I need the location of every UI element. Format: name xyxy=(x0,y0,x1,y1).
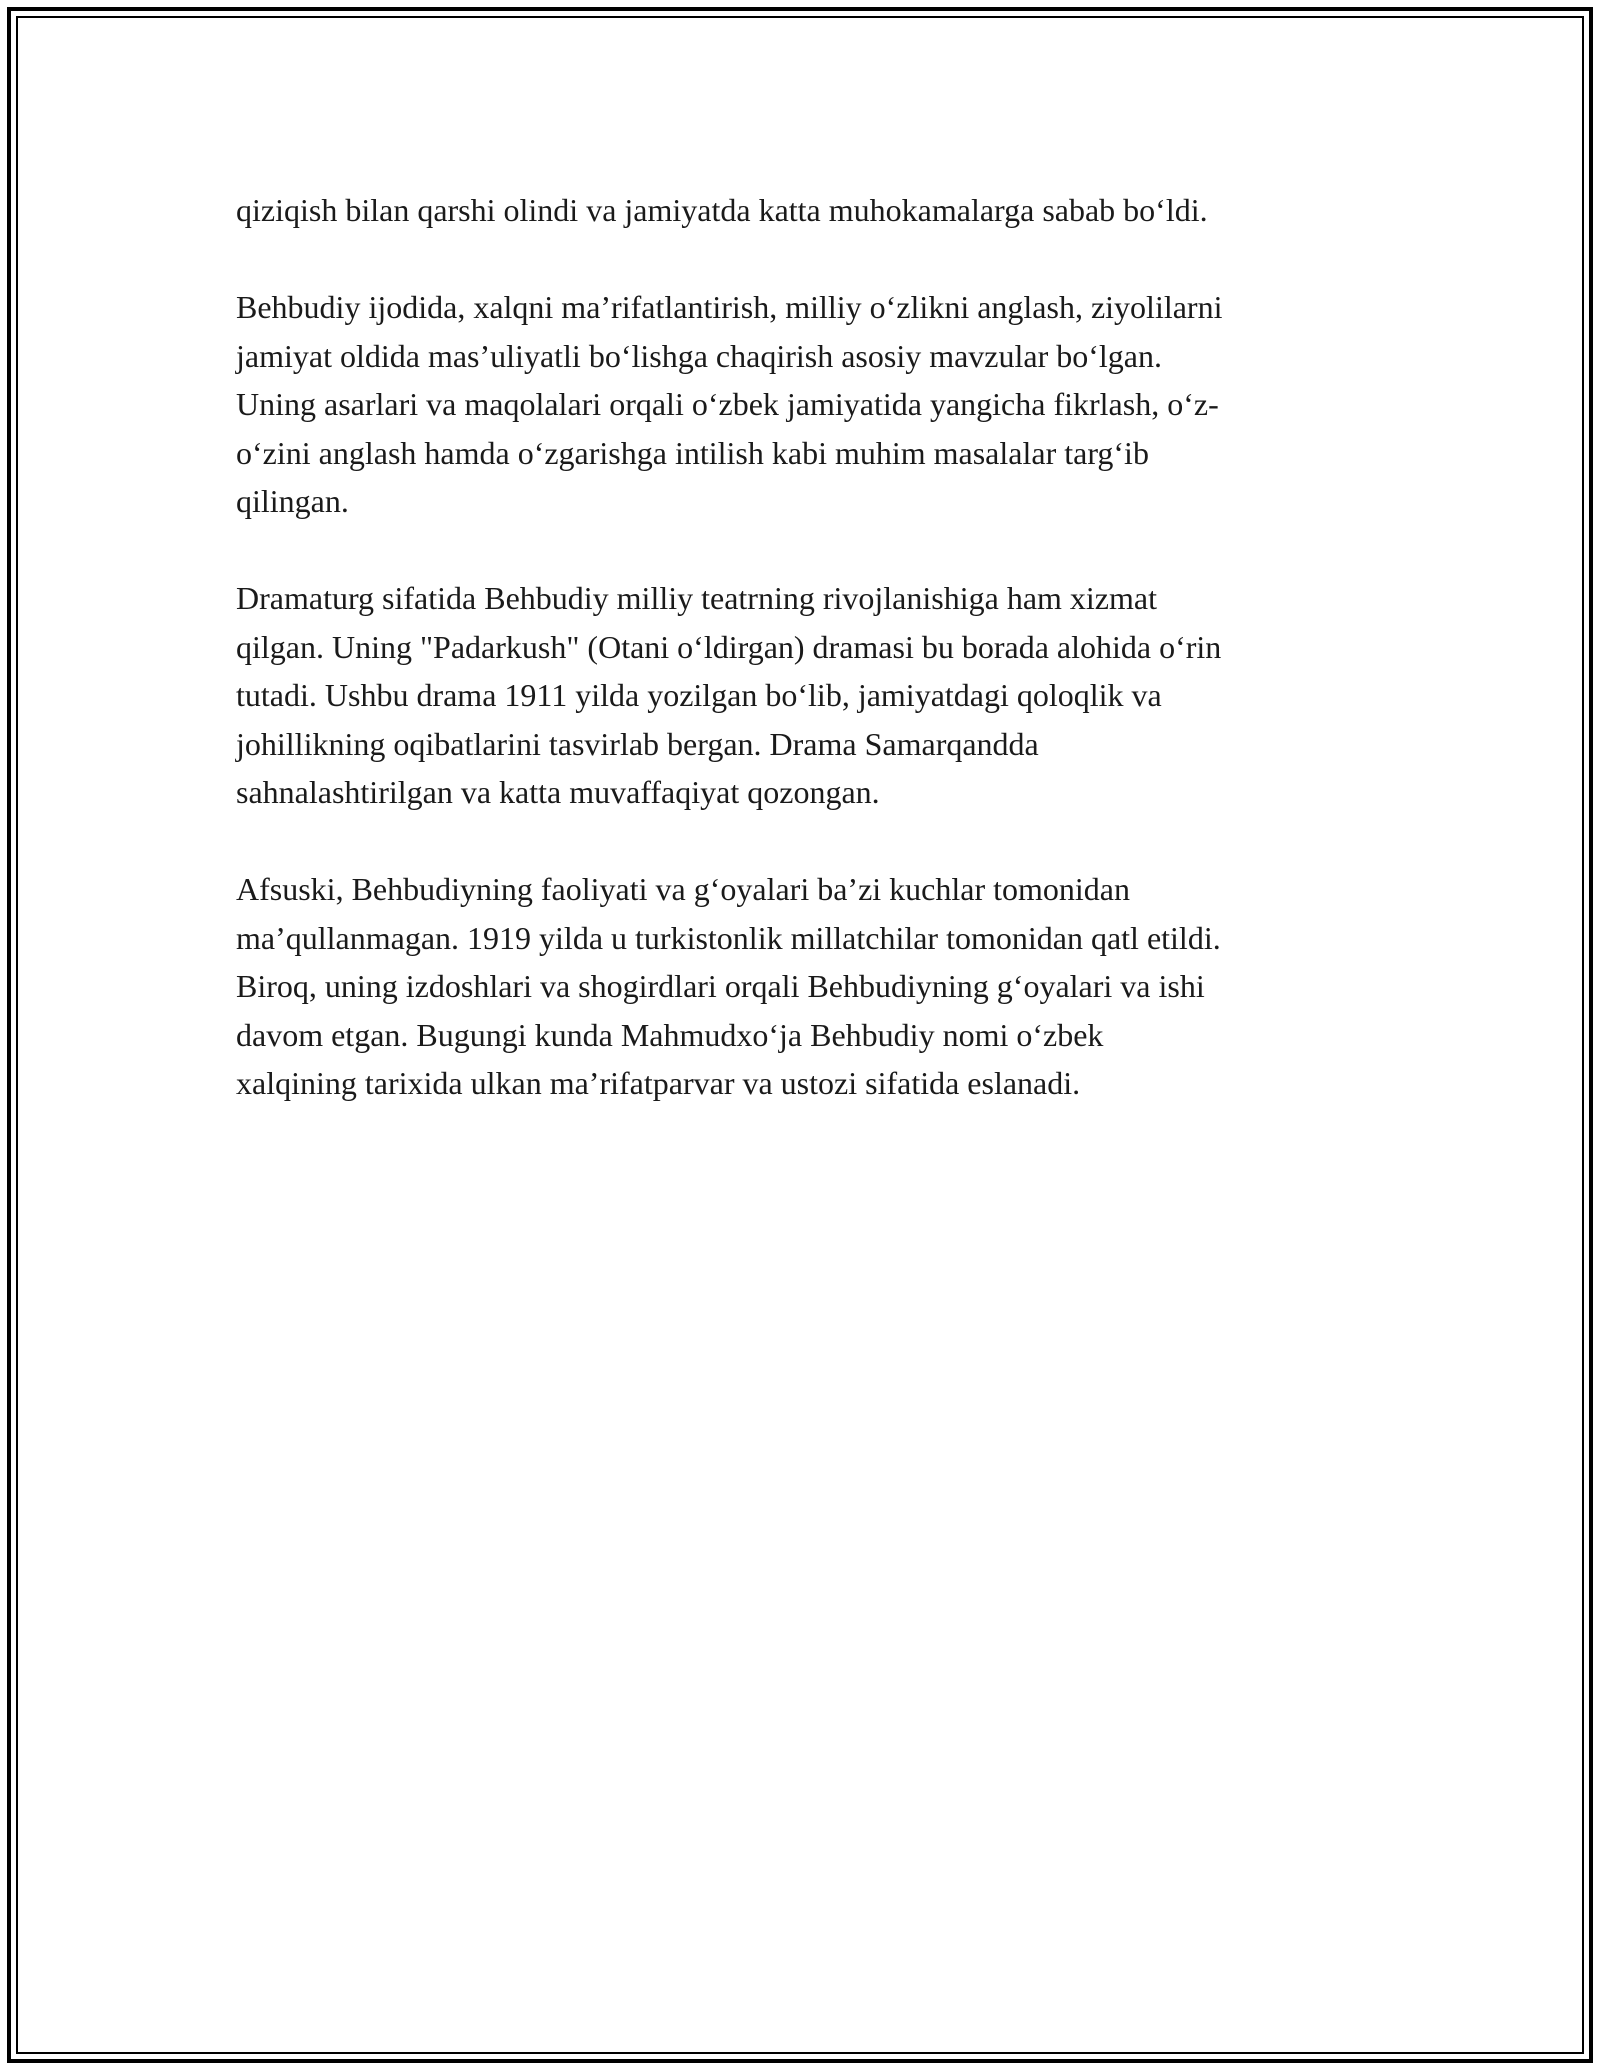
text-line: Afsuski, Behbudiyning faoliyati va g‘oyalari ba’zi kuchlar tomonidan xyxy=(236,871,1130,907)
paragraph-4 xyxy=(236,865,1366,1108)
paragraph-1 xyxy=(236,186,1366,235)
text-line: Uning asarlari va maqolalari orqali o‘zbek jamiyatida yangicha fikrlash, o‘z- xyxy=(236,386,1219,422)
text-line: qilgan. Uning "Padarkush" (Otani o‘ldirgan) dramasi bu borada alohida o‘rin xyxy=(236,628,1222,665)
paragraph-2 xyxy=(236,283,1366,526)
text-line: qilingan. xyxy=(236,483,349,519)
text-line: qiziqish bilan qarshi olindi va jamiyatda katta muhokamalarga sabab bo‘ldi. xyxy=(236,192,1208,228)
text-line: davom etgan. Bugungi kunda Mahmudxo‘ja Behbudiy nomi o‘zbek xyxy=(236,1016,1104,1053)
text-line: o‘zini anglash hamda o‘zgarishga intilish kabi muhim masalalar targ‘ib xyxy=(236,434,1149,471)
document-body xyxy=(236,186,1366,1108)
text-line: johillikning oqibatlarini tasvirlab bergan. Drama Samarqandda xyxy=(236,725,1039,762)
text-line: xalqining tarixida ulkan ma’rifatparvar va ustozi sifatida eslanadi. xyxy=(236,1065,1081,1101)
text-line: Biroq, uning izdoshlari va shogirdlari orqali Behbudiyning g‘oyalari va ishi xyxy=(236,968,1205,1004)
text-line: jamiyat oldida mas’uliyatli bo‘lishga chaqirish asosiy mavzular bo‘lgan. xyxy=(236,337,1162,374)
text-line: tutadi. Ushbu drama 1911 yilda yozilgan bo‘lib, jamiyatdagi qoloqlik va xyxy=(236,677,1162,713)
text-line: sahnalashtirilgan va katta muvaffaqiyat qozongan. xyxy=(236,774,880,810)
paragraph-3 xyxy=(236,574,1366,817)
text-line: ma’qullanmagan. 1919 yilda u turkistonlik millatchilar tomonidan qatl etildi. xyxy=(236,919,1221,956)
text-line: Behbudiy ijodida, xalqni ma’rifatlantirish, milliy o‘zlikni anglash, ziyolilarni xyxy=(236,289,1223,325)
text-line: Dramaturg sifatida Behbudiy milliy teatrning rivojlanishiga ham xizmat xyxy=(236,580,1157,616)
